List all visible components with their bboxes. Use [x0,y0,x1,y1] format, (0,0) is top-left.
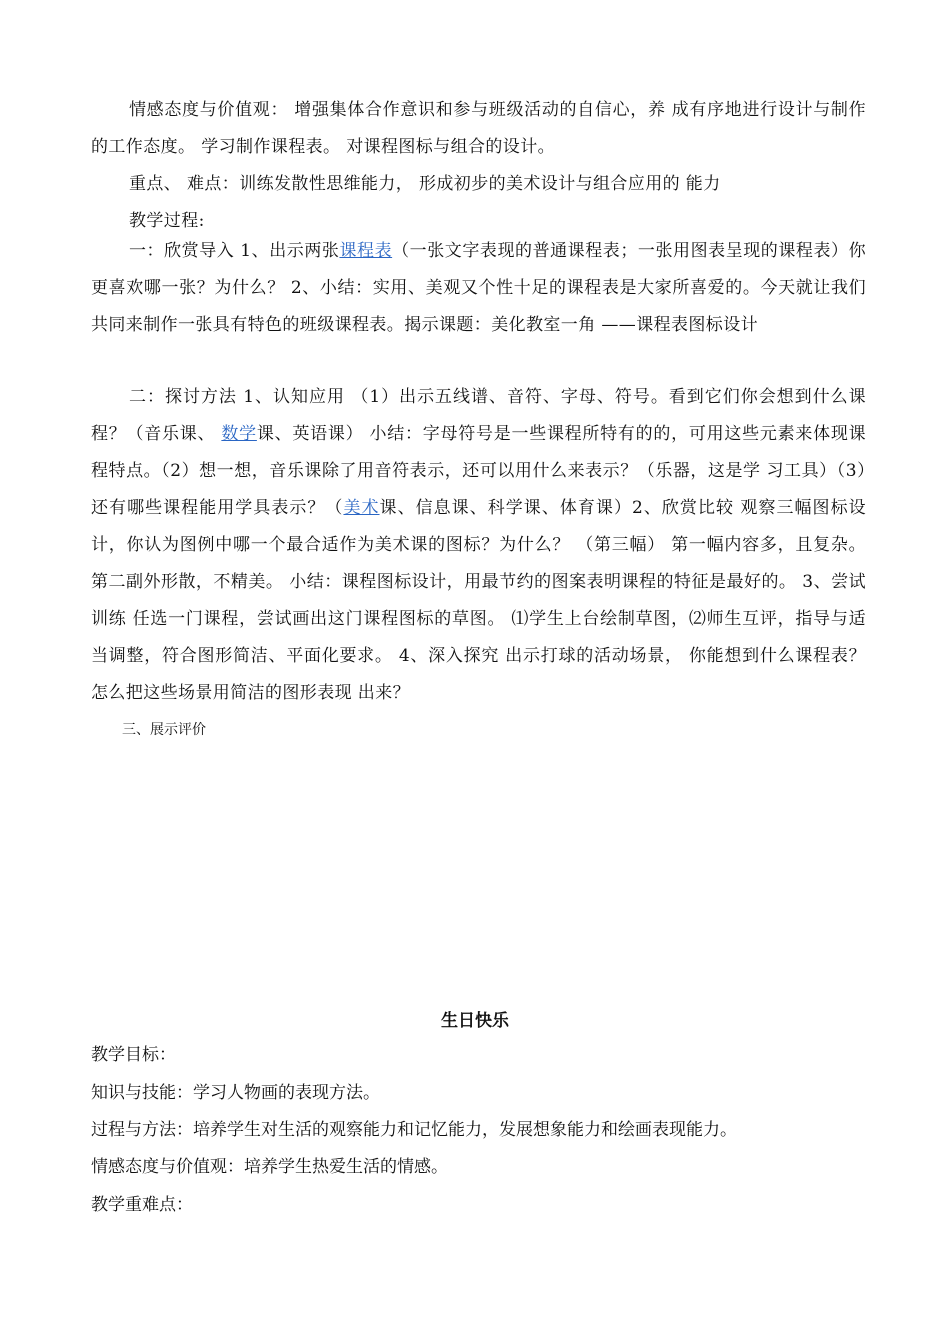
process-method-line: 过程与方法：培养学生对生活的观察能力和记忆能力，发展想象能力和绘画表现能力。 [91,1120,737,1140]
art-link[interactable]: 美术 [343,498,380,518]
affective-value-line: 情感态度与价值观：培养学生热爱生活的情感。 [91,1157,448,1177]
step1-paragraph [91,233,866,344]
lesson-title: 生日快乐 [441,1011,509,1031]
knowledge-skill-line: 知识与技能：学习人物画的表现方法。 [91,1083,380,1103]
step1-text-b: （一张文字表现的普通课程表；一张用图表呈现的课程表）你更喜欢哪一张？为什么？ 2、小结：实用、美观又个性十足的课程表是大家所喜爱的。今天就让我们共同来制作一张具有特色的班级课程表。揭示课题：美化教室一角 ——课程表图标设计 [91,241,866,335]
step2-paragraph [91,379,866,712]
step1-text-a: 一：欣赏导入 1、出示两张 [129,241,340,261]
affective-goal-paragraph: 情感态度与价值观： 增强集体合作意识和参与班级活动的自信心，养 成有序地进行设计与制作的工作态度。 学习制作课程表。 对课程图标与组合的设计。 [91,100,866,157]
teaching-goal-heading: 教学目标： [91,1045,176,1065]
step2-text-b: 课、英语课） 小结：字母符号是一些课程所特有的的，可用这些元素来体现课程特点。（2）想一想，音乐课除了用音符表示，还可以用什么来表示？（乐器，这是学 习工具）（3）还有哪些课程能用学具表示？（ [91,424,867,518]
key-difficulty-heading: 教学重难点： [91,1195,193,1215]
step2-text-a: 二：探讨方法 1、认知应用 （1）出示五线谱、音符、字母、符号。看到它们你会想到什么课程？（音乐课、 [91,387,866,444]
key-points-paragraph: 重点、 难点：训练发散性思维能力， 形成初步的美术设计与组合应用的 能力 [129,174,721,194]
teaching-process-heading: 教学过程: [129,211,205,231]
step2-text-c: 课、信息课、科学课、体育课）2、欣赏比较 观察三幅图标设计，你认为图例中哪一个最合适作为美术课的图标？为什么？ （第三幅） 第一幅内容多，且复杂。 第二副外形散，不精美。 小结：课程图标设计，用最节约的图案表明课程的特征是最好的。 3、尝试训练 任选一门课程，尝试画出这门课程图标的草图。 ⑴学生上台绘制草图，⑵师生互评，指导与适当调整，符合图形简洁、平面化要求。 4、深入探究 出示打球的活动场景， 你能想到什么课程表？怎么把这些场景用简洁的图形表现 出来？ [91,498,867,703]
schedule-link[interactable]: 课程表 [339,241,393,261]
step3-heading: 三、展示评价 [122,722,206,738]
math-link[interactable]: 数学 [221,424,257,444]
